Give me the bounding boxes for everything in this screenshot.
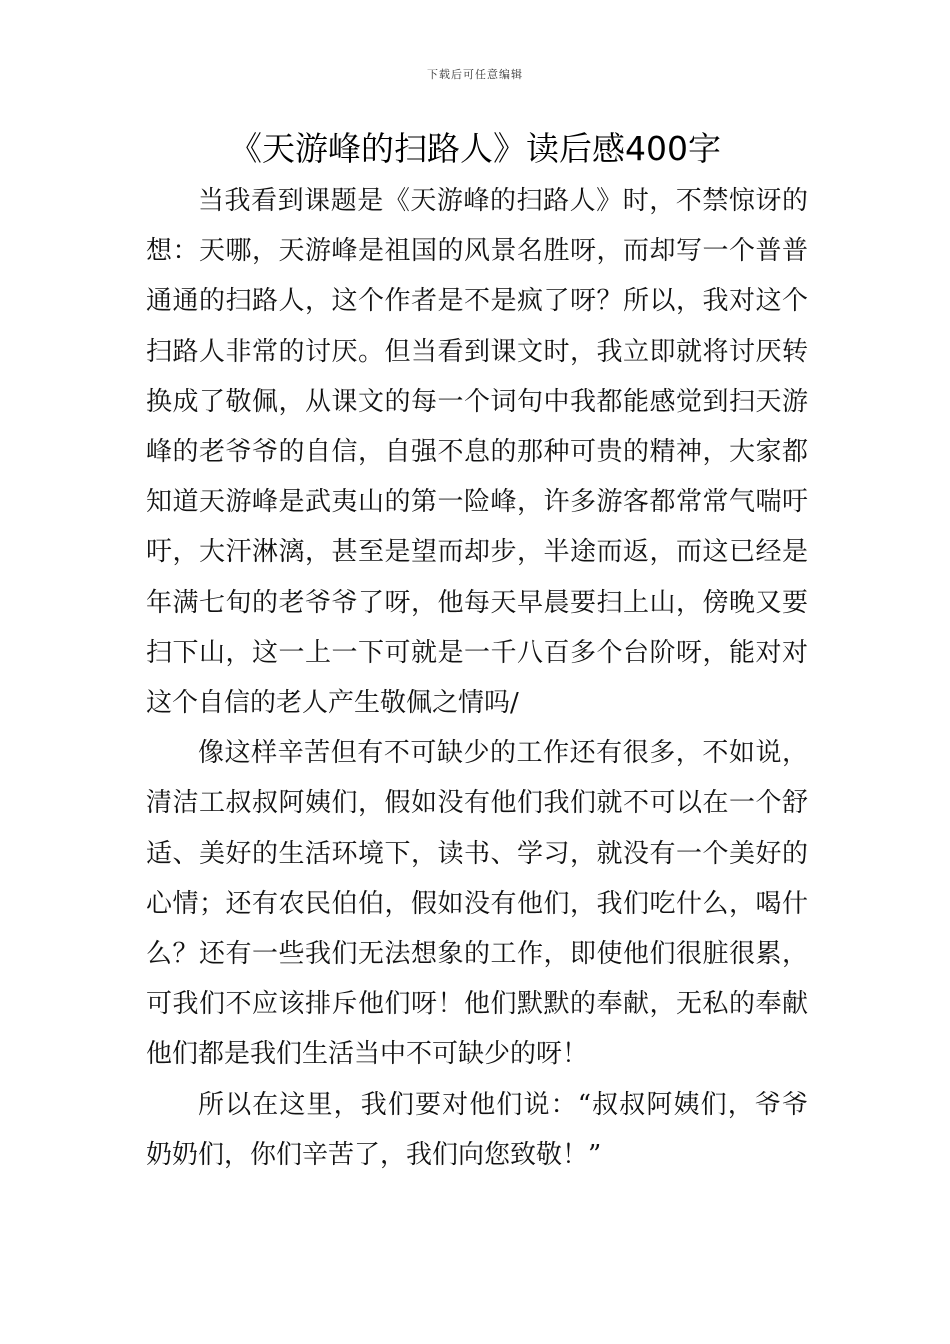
document-title: 《天游峰的扫路人》读后感400字 bbox=[229, 129, 721, 168]
paragraph-1: 当我看到课题是《天游峰的扫路人》时，不禁惊讶的想：天哪，天游峰是祖国的风景名胜呀，而却写一个普普通通的扫路人，这个作者是不是疯了呀？所以，我对这个扫路人非常的讨厌。但当看到课文时，我立即就将讨厌转换成了敬佩，从课文的每一个词句中我都能感觉到扫天游峰的老爷爷的自信，自强不息的那种可贵的精神，大家都知道天游峰是武夷山的第一险峰，许多游客都常常气喘吁吁，大汗淋漓，甚至是望而却步，半途而返，而这已经是年满七旬的老爷爷了呀，他每天早晨要扫上山，傍晚又要扫下山，这一上一下可就是一千八百多个台阶呀，能对对这个自信的老人产生敬佩之情吗/ bbox=[146, 186, 808, 719]
paragraph-2: 像这样辛苦但有不可缺少的工作还有很多，不如说，清洁工叔叔阿姨们，假如没有他们我们就不可以在一个舒适、美好的生活环境下，读书、学习，就没有一个美好的心情；还有农民伯伯，假如没有他们，我们吃什么，喝什么？还有一些我们无法想象的工作，即使他们很脏很累，可我们不应该排斥他们呀！他们默默的奉献，无私的奉献他们都是我们生活当中不可缺少的呀！ bbox=[146, 738, 808, 1070]
document-body bbox=[146, 176, 808, 1180]
header-note: 下载后可任意编辑 bbox=[427, 68, 523, 81]
paragraph-3: 所以在这里，我们要对他们说：“叔叔阿姨们，爷爷奶奶们，你们辛苦了，我们向您致敬！” bbox=[146, 1089, 808, 1170]
